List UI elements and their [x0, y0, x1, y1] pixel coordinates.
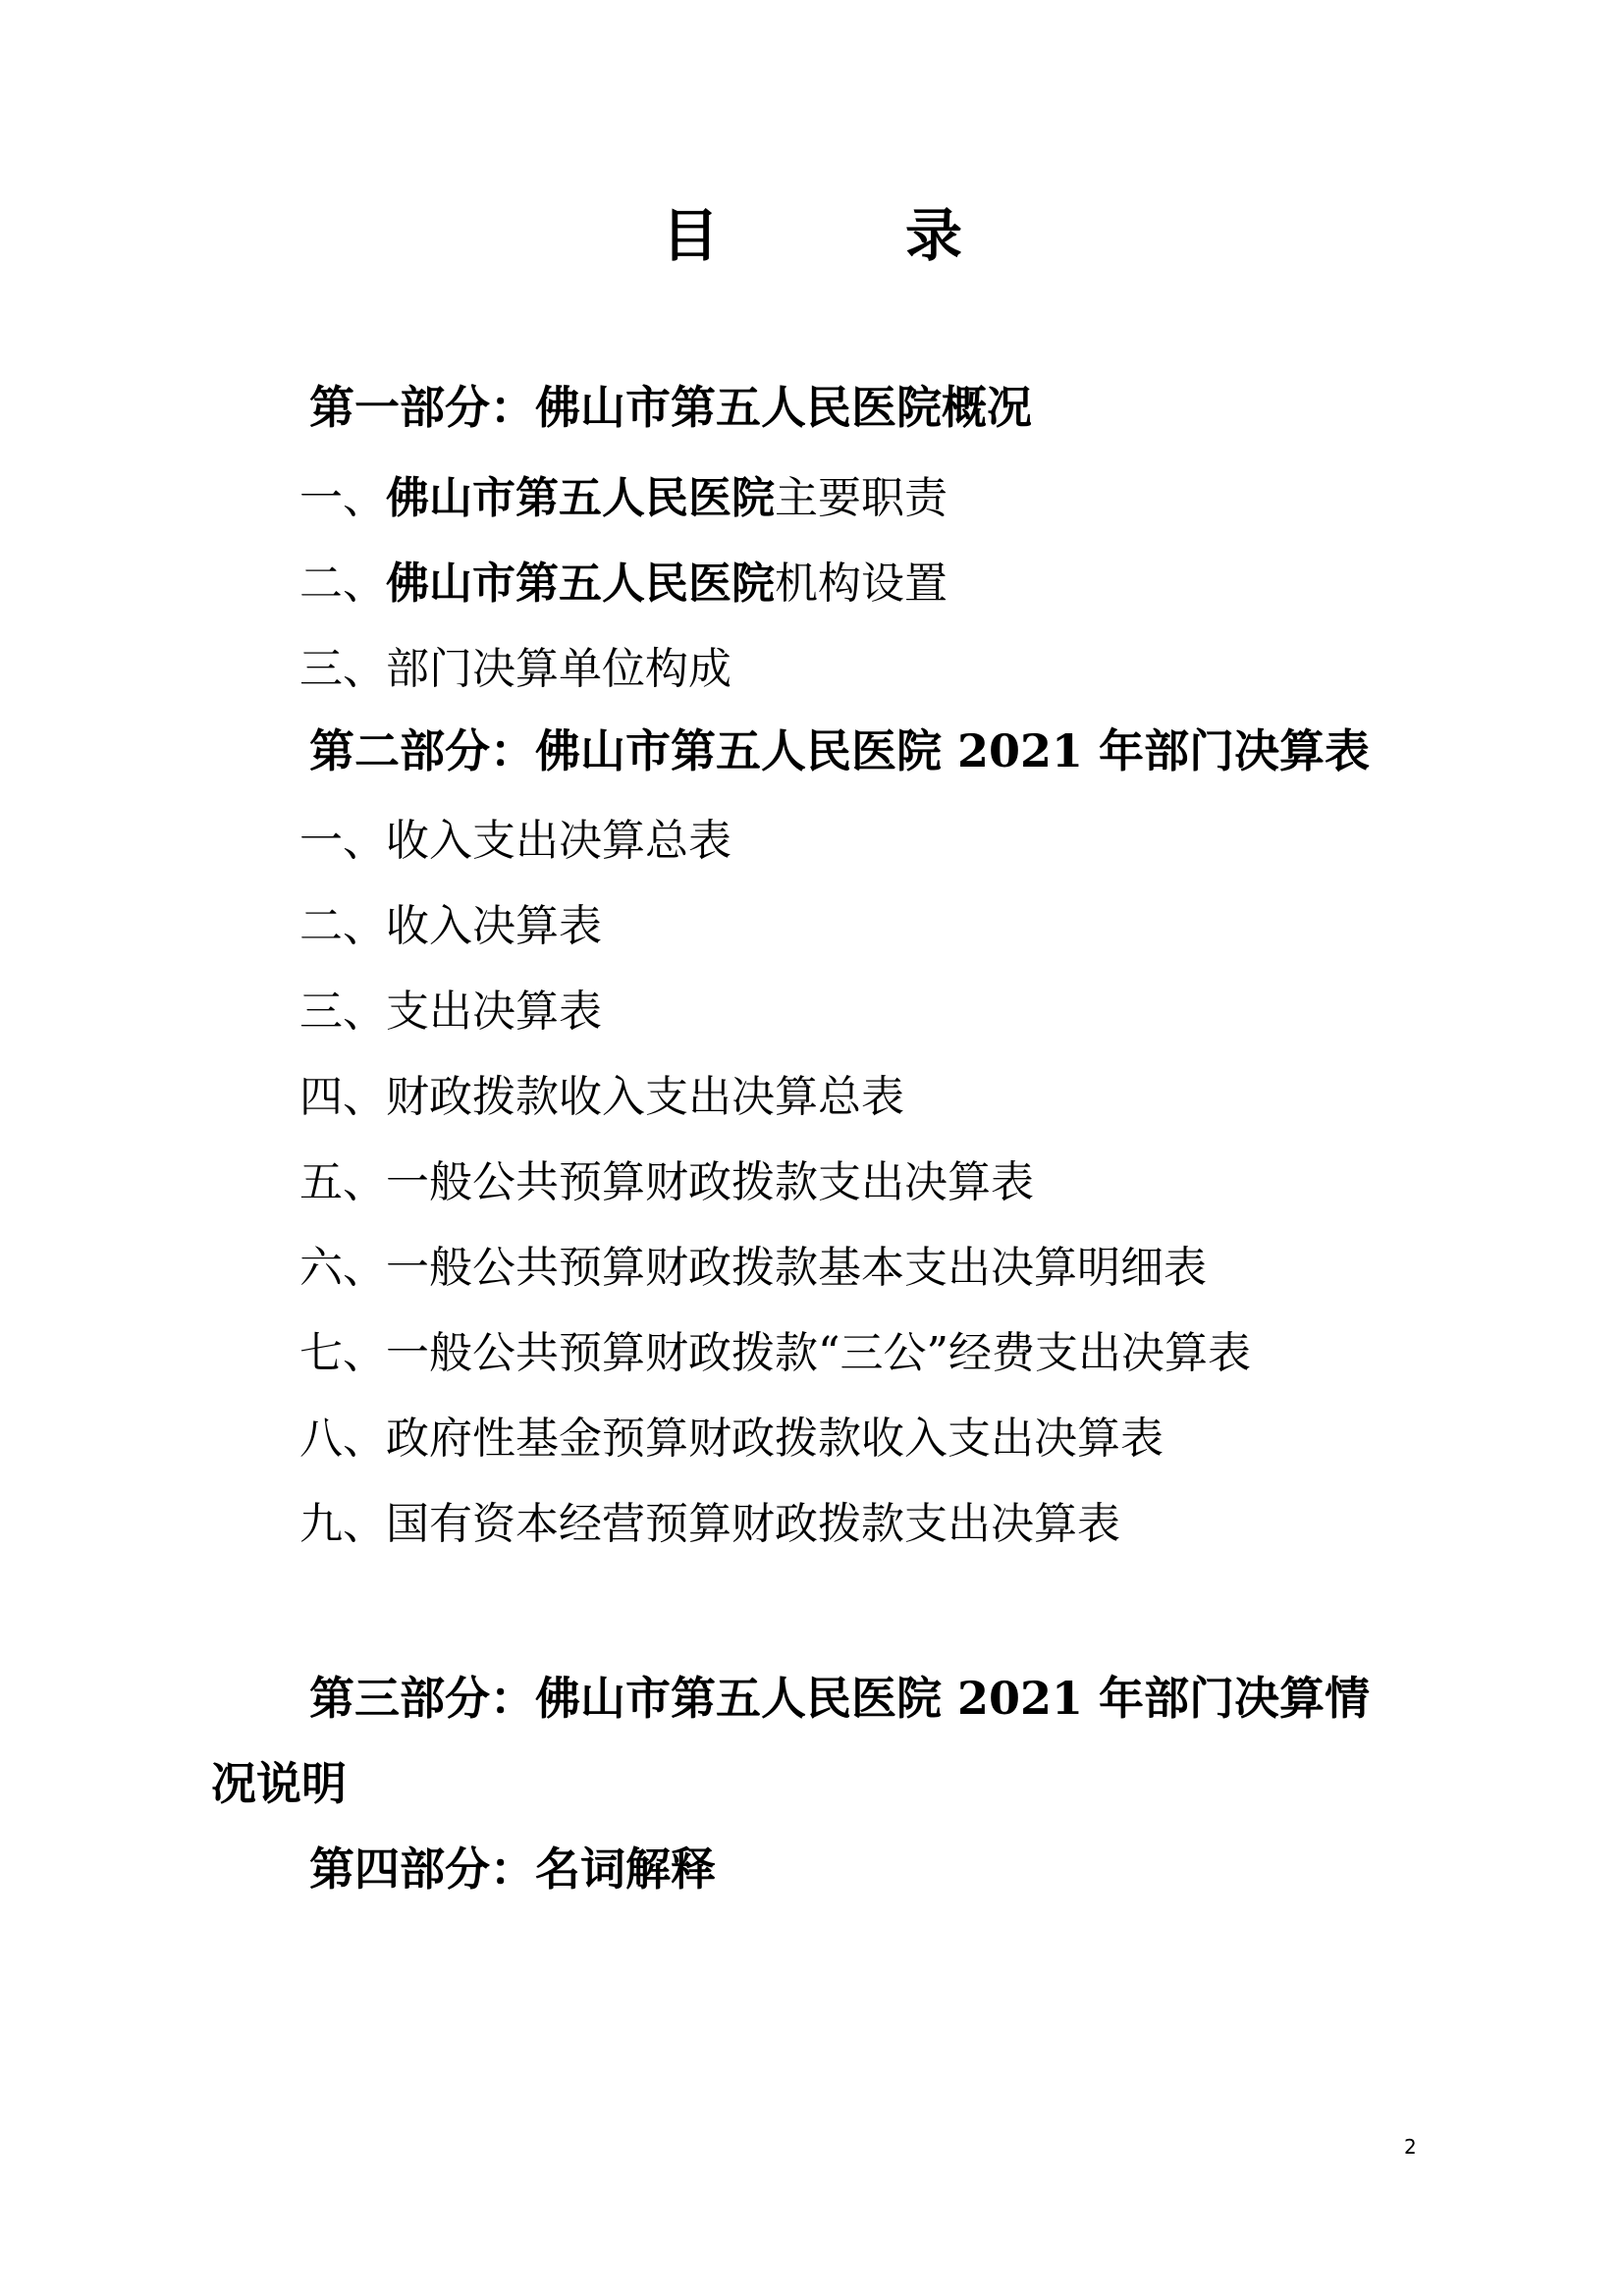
part2-item-5: 五、一般公共预算财政拨款支出决算表 — [299, 1157, 1034, 1207]
part2-item-3: 三、支出决算表 — [299, 987, 602, 1037]
part1-item-2-org: 佛山市第五人民医院 — [386, 559, 775, 609]
part1-item-2-text: 机构设置 — [775, 559, 947, 609]
part1-item-3-text: 部门决算单位构成 — [386, 644, 731, 694]
part1-item-2 — [299, 555, 947, 614]
part1-item-3 — [299, 640, 731, 699]
part2-item-4: 四、财政拨款收入支出决算总表 — [299, 1072, 904, 1122]
part3-heading-line2: 况说明 — [211, 1757, 347, 1810]
toc-title-char-2: 录 — [905, 202, 963, 269]
part2-item-2: 二、收入决算表 — [299, 901, 602, 951]
toc-title — [0, 196, 1624, 275]
part2-item-9: 九、国有资本经营预算财政拨款支出决算表 — [299, 1499, 1120, 1549]
part2-heading: 第二部分：佛山市第五人民医院 2021 年部门决算表 — [309, 724, 1371, 777]
part1-item-1-text: 主要职责 — [775, 473, 947, 523]
part1-item-1 — [299, 469, 947, 528]
part1-heading: 第一部分：佛山市第五人民医院概况 — [309, 381, 1032, 434]
part3-heading-line1: 第三部分：佛山市第五人民医院 2021 年部门决算情 — [309, 1672, 1371, 1725]
part2-item-8: 八、政府性基金预算财政拨款收入支出决算表 — [299, 1414, 1164, 1464]
part2-item-7: 七、一般公共预算财政拨款“三公”经费支出决算表 — [299, 1328, 1251, 1378]
part1-item-2-prefix: 二、 — [299, 559, 386, 609]
part2-item-6: 六、一般公共预算财政拨款基本支出决算明细表 — [299, 1243, 1207, 1293]
part1-item-3-prefix: 三、 — [299, 644, 386, 694]
part1-item-1-org: 佛山市第五人民医院 — [386, 473, 775, 523]
part2-item-1: 一、收入支出决算总表 — [299, 816, 731, 866]
part4-heading: 第四部分：名词解释 — [309, 1842, 716, 1896]
page-number: 2 — [1404, 2135, 1417, 2159]
part1-item-1-prefix: 一、 — [299, 473, 386, 523]
toc-title-char-1: 目 — [661, 202, 719, 269]
